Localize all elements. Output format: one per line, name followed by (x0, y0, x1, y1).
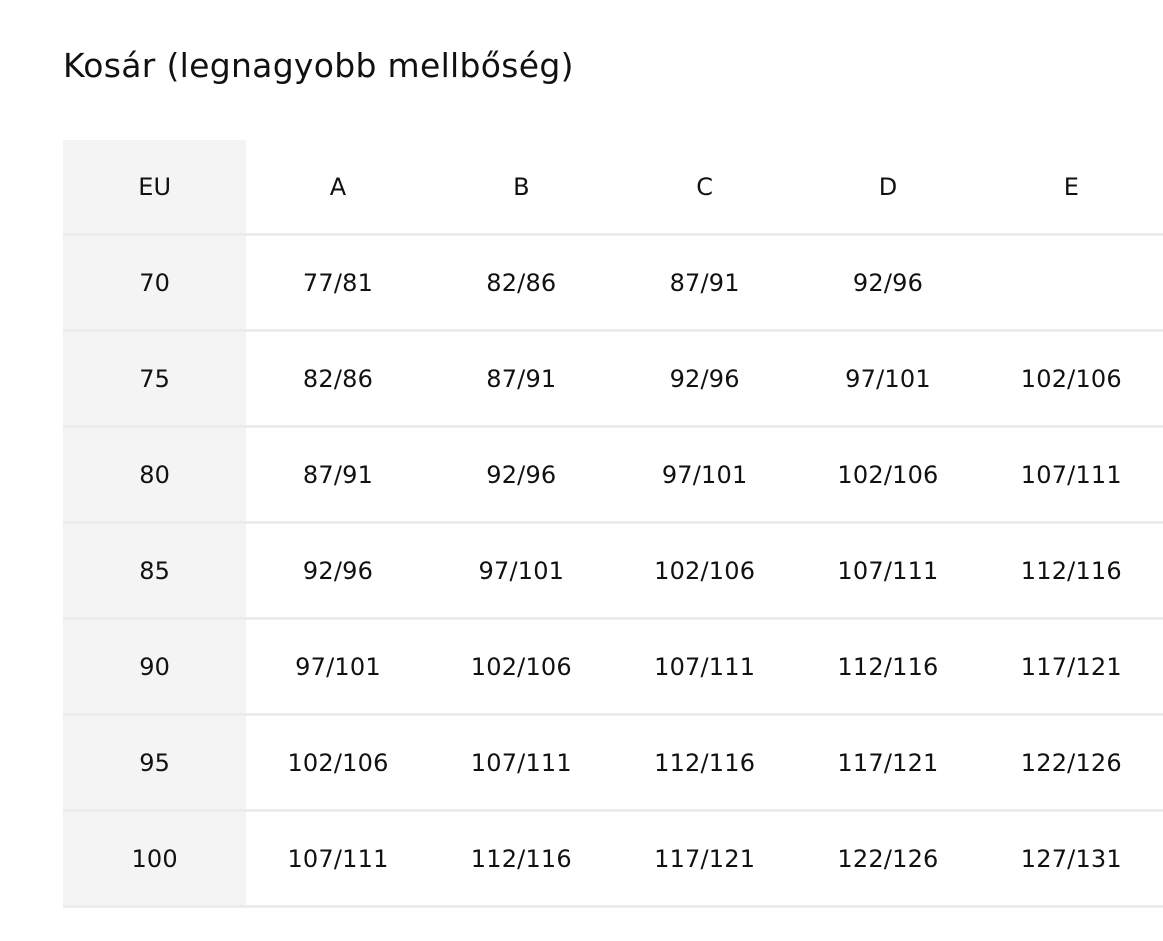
size-cell: 117/121 (613, 811, 796, 907)
size-table (63, 140, 1163, 908)
eu-size-cell: 70 (63, 235, 246, 331)
size-cell: 82/86 (430, 235, 613, 331)
size-cell: 87/91 (430, 331, 613, 427)
eu-size-cell: 75 (63, 331, 246, 427)
size-cell: 97/101 (613, 427, 796, 523)
size-cell: 112/116 (613, 715, 796, 811)
header-eu: EU (63, 140, 246, 235)
eu-size-cell: 100 (63, 811, 246, 907)
size-cell: 112/116 (796, 619, 979, 715)
size-cell: 112/116 (430, 811, 613, 907)
size-cell: 122/126 (796, 811, 979, 907)
size-cell: 112/116 (980, 523, 1163, 619)
size-cell: 127/131 (980, 811, 1163, 907)
table-header-row (63, 140, 1163, 235)
size-cell: 102/106 (613, 523, 796, 619)
eu-size-cell: 95 (63, 715, 246, 811)
size-cell: 92/96 (613, 331, 796, 427)
table-row (63, 715, 1163, 811)
size-cell: 107/111 (246, 811, 429, 907)
header-cup-c: C (613, 140, 796, 235)
size-cell: 102/106 (980, 331, 1163, 427)
size-cell: 97/101 (246, 619, 429, 715)
size-cell: 102/106 (246, 715, 429, 811)
page-title: Kosár (legnagyobb mellbőség) (63, 46, 574, 85)
table-row (63, 619, 1163, 715)
header-cup-a: A (246, 140, 429, 235)
header-cup-d: D (796, 140, 979, 235)
size-cell: 77/81 (246, 235, 429, 331)
size-cell: 107/111 (430, 715, 613, 811)
size-cell: 92/96 (246, 523, 429, 619)
size-cell: 117/121 (796, 715, 979, 811)
size-cell: 92/96 (430, 427, 613, 523)
size-cell: 122/126 (980, 715, 1163, 811)
size-cell: 107/111 (613, 619, 796, 715)
size-table-container[interactable] (63, 140, 1122, 908)
size-cell: 92/96 (796, 235, 979, 331)
size-cell: 102/106 (796, 427, 979, 523)
size-cell: 97/101 (430, 523, 613, 619)
eu-size-cell: 90 (63, 619, 246, 715)
table-row (63, 811, 1163, 907)
size-cell: 107/111 (980, 427, 1163, 523)
table-row (63, 331, 1163, 427)
size-cell: 97/101 (796, 331, 979, 427)
eu-size-cell: 85 (63, 523, 246, 619)
header-cup-e: E (980, 140, 1163, 235)
size-cell: 87/91 (613, 235, 796, 331)
size-cell: 107/111 (796, 523, 979, 619)
size-cell: 82/86 (246, 331, 429, 427)
size-cell (980, 235, 1163, 331)
size-cell: 102/106 (430, 619, 613, 715)
eu-size-cell: 80 (63, 427, 246, 523)
header-cup-b: B (430, 140, 613, 235)
table-row (63, 523, 1163, 619)
table-row (63, 427, 1163, 523)
size-cell: 117/121 (980, 619, 1163, 715)
table-row (63, 235, 1163, 331)
size-cell: 87/91 (246, 427, 429, 523)
